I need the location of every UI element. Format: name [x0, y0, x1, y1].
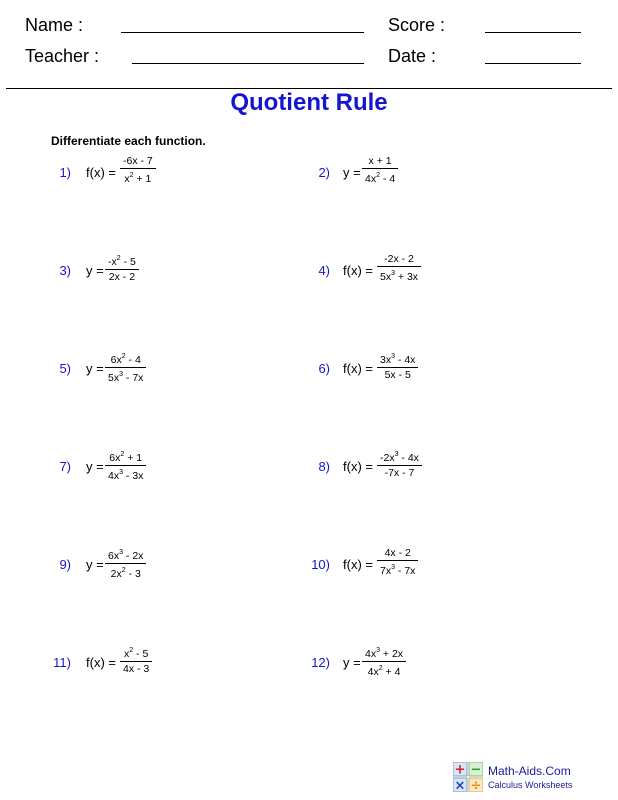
problem-number: 6): [318, 361, 330, 376]
problem-number: 11): [53, 655, 71, 670]
fraction-denominator: $5x^3 + 3x$: [380, 270, 419, 283]
problem-item: [0, 645, 618, 679]
problem-number: 4): [318, 263, 330, 278]
fraction-numerator: -2x - 2: [384, 253, 414, 265]
problem-lhs: y =: [86, 361, 104, 376]
fraction-bar: [362, 168, 398, 169]
fraction-numerator: $-x^2 - 5$: [108, 255, 136, 268]
date-label: Date :: [388, 46, 437, 66]
score-line[interactable]: [485, 32, 581, 33]
fraction-numerator: $4x^3 + 2x$: [365, 647, 404, 660]
page-title: Quotient Rule: [230, 89, 388, 116]
fraction-denominator: $7x^3 - 7x$: [380, 564, 416, 577]
fraction-numerator: 4x - 2: [384, 547, 411, 559]
fraction-numerator: $-2x^3 - 4x$: [380, 451, 419, 464]
problem-number: 10): [311, 557, 330, 572]
teacher-label: Teacher :: [25, 46, 100, 66]
fraction-bar: [362, 661, 406, 662]
problem-lhs: f(x) =: [343, 459, 373, 474]
fraction-denominator: -7x - 7: [384, 467, 415, 479]
problem-number: 8): [318, 459, 330, 474]
problem-fraction: [377, 351, 418, 381]
problem-lhs: f(x) =: [343, 557, 373, 572]
problem-item: [0, 155, 618, 189]
date-line[interactable]: [485, 63, 581, 64]
problem-lhs: y =: [343, 165, 361, 180]
problem-lhs: f(x) =: [86, 655, 116, 670]
fraction-denominator: $5x^3 - 7x$: [108, 371, 144, 384]
problem-item: [0, 253, 618, 287]
problem-item: [0, 547, 618, 581]
name-line[interactable]: [121, 32, 364, 33]
problem-lhs: f(x) =: [86, 165, 116, 180]
problem-lhs: f(x) =: [343, 263, 373, 278]
problem-fraction: [362, 155, 398, 185]
instructions: Differentiate each function.: [51, 134, 206, 148]
fraction-bar: [377, 367, 418, 368]
problem-fraction: [377, 253, 421, 283]
fraction-denominator: $4x^3 - 3x$: [108, 469, 144, 482]
problem-fraction: [377, 547, 418, 577]
site-subtitle: Calculus Worksheets: [488, 780, 573, 790]
fraction-bar: [377, 465, 422, 466]
fraction-bar: [377, 266, 421, 267]
score-label: Score :: [388, 15, 446, 35]
problem-lhs: y =: [86, 263, 104, 278]
problem-number: 12): [311, 655, 330, 670]
problem-item: [0, 449, 618, 483]
problem-item: [0, 351, 618, 385]
fraction-numerator: $6x^2 + 1$: [109, 451, 143, 464]
problem-lhs: f(x) =: [343, 361, 373, 376]
fraction-denominator: $x^2 + 1$: [124, 172, 152, 185]
logo-minus: −: [470, 762, 482, 778]
fraction-denominator: $4x^2 + 4$: [367, 665, 401, 678]
problem-number: 9): [59, 557, 71, 572]
fraction-denominator: $4x^2 - 4$: [365, 172, 396, 185]
fraction-numerator: x + 1: [368, 155, 392, 167]
fraction-numerator: -6x - 7: [123, 155, 153, 167]
fraction-denominator: $2x^2 - 3$: [110, 567, 141, 580]
problem-lhs: y =: [343, 655, 361, 670]
fraction-numerator: $6x^3 - 2x$: [108, 549, 144, 562]
logo-divide: ÷: [470, 778, 482, 792]
name-label: Name :: [25, 15, 84, 35]
teacher-line[interactable]: [132, 63, 364, 64]
problem-lhs: y =: [86, 557, 104, 572]
problem-lhs: y =: [86, 459, 104, 474]
problem-number: 1): [59, 165, 71, 180]
fraction-bar: [377, 560, 418, 561]
site-name[interactable]: Math-Aids.Com: [488, 764, 571, 778]
math-aids-logo-icon: [453, 762, 483, 792]
problem-number: 3): [59, 263, 71, 278]
problem-number: 5): [59, 361, 71, 376]
problem-fraction: [362, 645, 406, 678]
fraction-denominator: 4x - 3: [123, 663, 150, 675]
problem-number: 7): [59, 459, 71, 474]
fraction-numerator: $x^2 - 5$: [123, 647, 149, 660]
problem-fraction: [377, 449, 422, 479]
logo-plus: +: [454, 762, 466, 778]
fraction-denominator: 5x - 5: [384, 369, 411, 381]
logo-times: ×: [454, 778, 466, 792]
fraction-numerator: $3x^3 - 4x$: [380, 353, 416, 366]
fraction-numerator: $6x^2 - 4$: [110, 353, 141, 366]
fraction-denominator: 2x - 2: [108, 271, 136, 283]
problem-number: 2): [318, 165, 330, 180]
